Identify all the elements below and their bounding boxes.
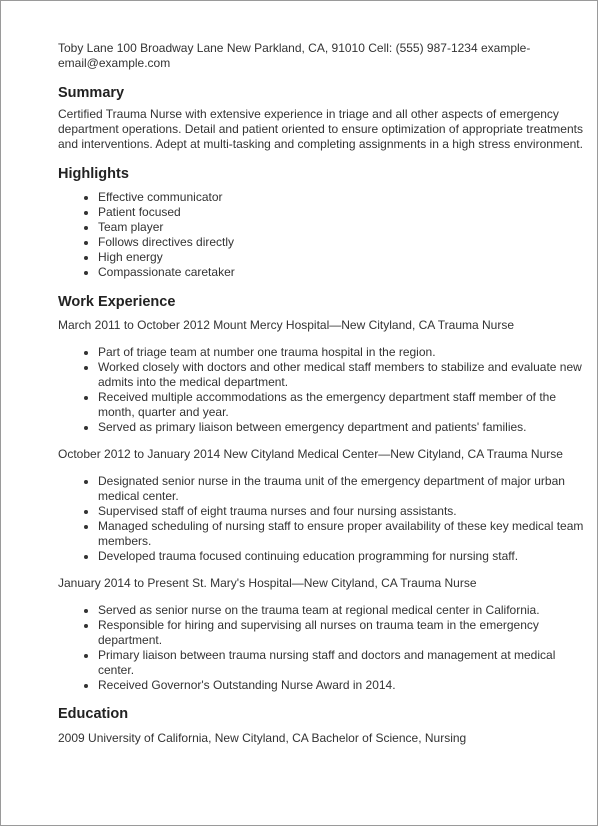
summary-text: Certified Trauma Nurse with extensive experience in triage and all other aspects of emergency department operations. Detail and patient oriented to ensure optimization of appropriate treatments and interventions. Adept at multi-tasking and completing assignments in a high stress environment. xyxy=(58,107,583,151)
job-bullet: Received Governor's Outstanding Nurse Award in 2014. xyxy=(98,678,591,693)
job-entry xyxy=(58,576,591,693)
job-entry xyxy=(58,318,591,435)
highlight-item: Compassionate caretaker xyxy=(98,265,591,280)
contact-address: 100 Broadway Lane New Parkland, CA, 91010 xyxy=(116,41,365,55)
highlight-item: Patient focused xyxy=(98,205,591,220)
contact-line xyxy=(58,41,591,71)
job-title: Trauma Nurse xyxy=(437,318,515,332)
job-bullet: Supervised staff of eight trauma nurses and four nursing assistants. xyxy=(98,504,591,519)
education-degree: Bachelor of Science, Nursing xyxy=(311,731,467,745)
education-year: 2009 xyxy=(58,731,85,745)
job-employer: New Cityland Medical Center—New Cityland, CA xyxy=(223,447,484,461)
job-title: Trauma Nurse xyxy=(486,447,563,461)
job-bullet: Served as senior nurse on the trauma team at regional medical center in California. xyxy=(98,603,591,618)
job-employer: Mount Mercy Hospital—New Cityland, CA xyxy=(213,318,435,332)
job-bullet: Served as primary liaison between emergency department and patients' families. xyxy=(98,420,591,435)
job-bullets xyxy=(58,474,591,564)
job-dates: January 2014 to Present xyxy=(58,576,189,590)
job-bullet: Worked closely with doctors and other medical staff members to stabilize and evaluate new admits into the medical department. xyxy=(98,360,591,390)
job-title: Trauma Nurse xyxy=(400,576,477,590)
contact-phone: Cell: (555) 987-1234 xyxy=(368,41,478,55)
job-employer: St. Mary's Hospital—New Cityland, CA xyxy=(192,576,398,590)
job-header xyxy=(58,318,591,333)
job-bullet: Received multiple accommodations as the emergency department staff member of the month, quarter and year. xyxy=(98,390,591,420)
education-school: University of California, New Cityland, CA xyxy=(88,731,309,745)
job-bullet: Developed trauma focused continuing education programming for nursing staff. xyxy=(98,549,591,564)
resume-content xyxy=(58,41,591,746)
highlight-item: Team player xyxy=(98,220,591,235)
highlight-item: High energy xyxy=(98,250,591,265)
job-header xyxy=(58,576,591,591)
education-line xyxy=(58,731,591,746)
education-heading: Education xyxy=(58,706,129,722)
job-bullet: Managed scheduling of nursing staff to ensure proper availability of these key medical team members. xyxy=(98,519,591,549)
job-bullet: Designated senior nurse in the trauma unit of the emergency department of major urban medical center. xyxy=(98,474,591,504)
job-entry xyxy=(58,447,591,564)
job-bullets xyxy=(58,603,591,693)
contact-email: example-email@example.com xyxy=(58,41,531,70)
contact-name: Toby Lane xyxy=(58,41,114,55)
summary-heading: Summary xyxy=(58,85,125,101)
job-bullets xyxy=(58,345,591,435)
highlights-heading: Highlights xyxy=(58,166,129,182)
job-header xyxy=(58,447,591,462)
highlight-item: Effective communicator xyxy=(98,190,591,205)
job-bullet: Part of triage team at number one trauma hospital in the region. xyxy=(98,345,591,360)
job-bullet: Primary liaison between trauma nursing staff and doctors and management at medical center. xyxy=(98,648,591,678)
highlight-item: Follows directives directly xyxy=(98,235,591,250)
job-dates: March 2011 to October 2012 xyxy=(58,318,210,332)
work-heading: Work Experience xyxy=(58,294,176,310)
highlights-list xyxy=(58,190,591,280)
job-bullet: Responsible for hiring and supervising all nurses on trauma team in the emergency department. xyxy=(98,618,591,648)
job-dates: October 2012 to January 2014 xyxy=(58,447,221,461)
